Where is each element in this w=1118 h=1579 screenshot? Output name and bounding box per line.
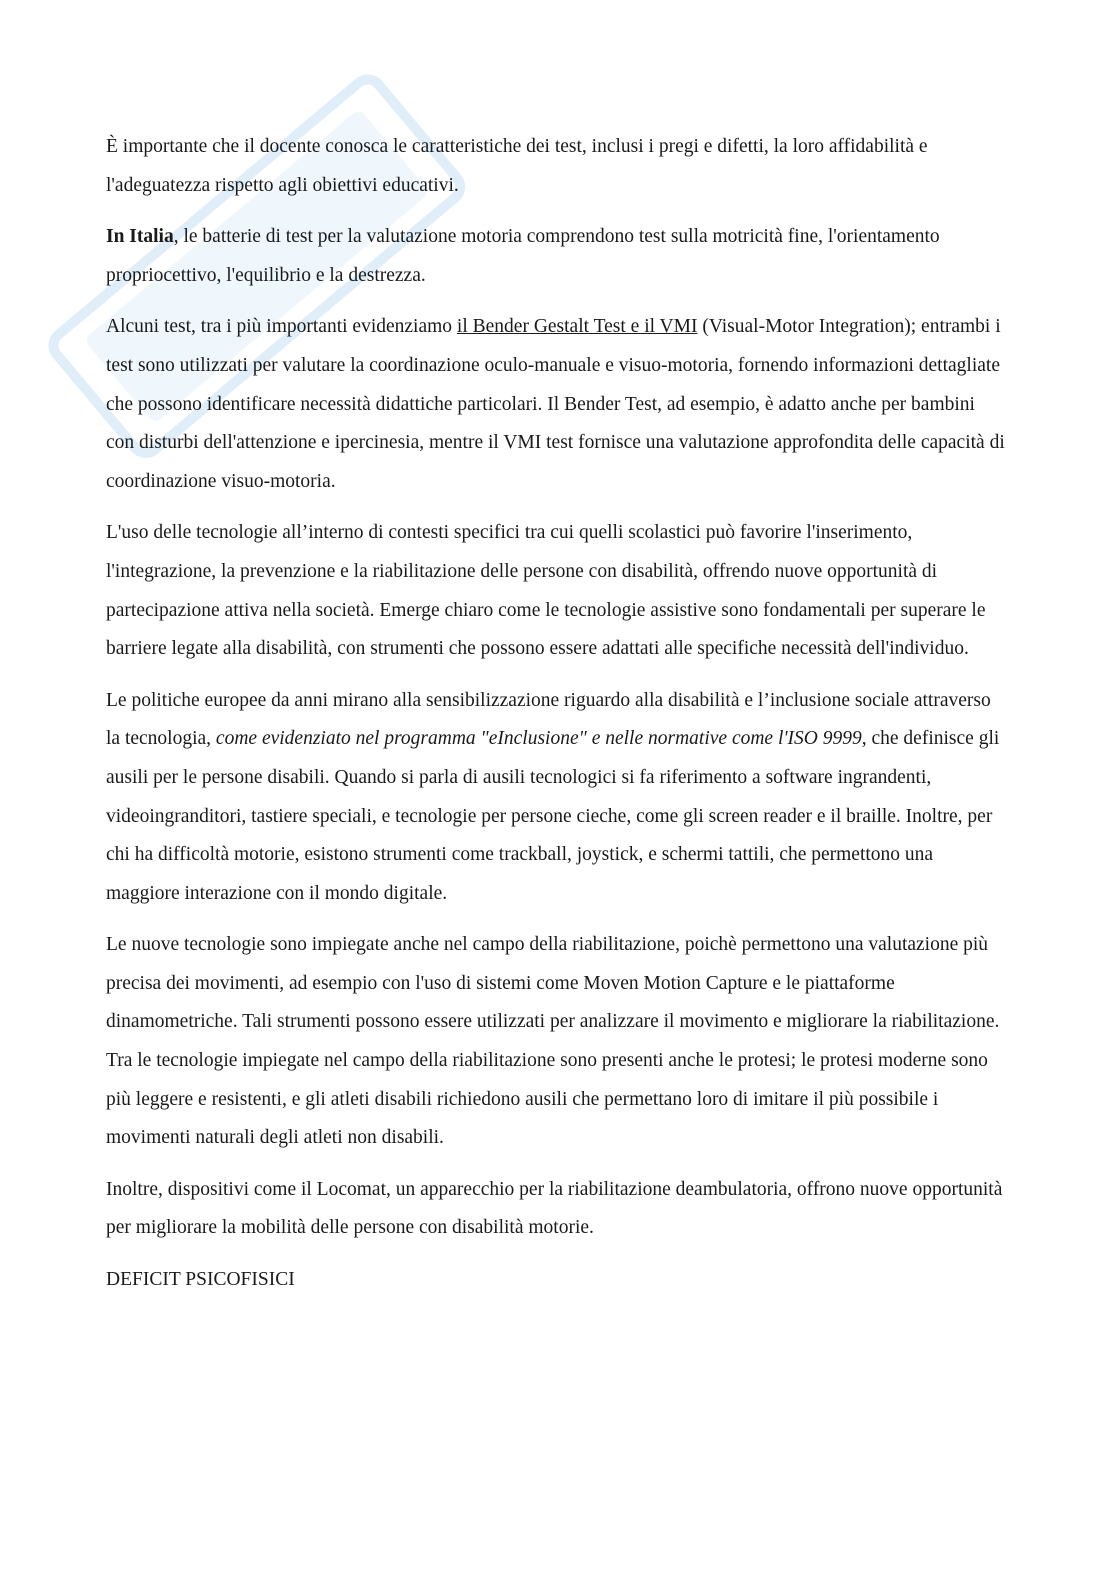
policies-intro: Le politiche europee da anni mirano alla sensibilizzazione riguardo alla disabilità e l’inclusione sociale attraverso la tecnologia,	[106, 689, 991, 750]
italy-bold-label: In Italia	[106, 226, 174, 248]
document-page	[106, 128, 1006, 1313]
bender-intro: Alcuni test, tra i più importanti evidenziamo	[106, 316, 457, 338]
bender-vmi-link[interactable]: il Bender Gestalt Test e il VMI	[456, 316, 698, 338]
paragraph-european-policies	[106, 682, 1006, 914]
section-heading: DEFICIT PSICOFISICI	[106, 1269, 295, 1291]
paragraph-locomat: Inoltre, dispositivi come il Locomat, un apparecchio per la riabilitazione deambulatoria, offrono nuove opportunità per migliorare la mobilità delle persone con disabilità motorie.	[106, 1178, 1003, 1239]
paragraph-test-characteristics: È importante che il docente conosca le caratteristiche dei test, inclusi i pregi e difetti, la loro affidabilità e l'adeguatezza rispetto agli obiettivi educativi.	[106, 136, 928, 196]
policies-italic: come evidenziato nel programma "eInclusione" e nelle normative come l'ISO 9999	[215, 728, 862, 750]
paragraph-technology-use: L'uso delle tecnologie all’interno di contesti specifici tra cui quelli scolastici può favorire l'inserimento, l'integrazione, la prevenzione e la riabilitazione delle persone con disabilità, offrendo nuove opportunità di partecipazione attiva nella società. Emerge chiaro come le tecnologie assistive sono fondamentali per superare le barriere legate alla disabilità, con strumenti che possono essere adattati alle specifiche necessità dell'individuo.	[106, 522, 986, 660]
italy-text: , le batterie di test per la valutazione motoria comprendono test sulla motricità fine, l'orientamento propriocettivo, l'equilibrio e la destrezza.	[106, 226, 940, 286]
paragraph-bender-vmi	[106, 308, 1006, 501]
policies-rest: , che definisce gli ausili per le persone disabili. Quando si parla di ausili tecnologici si fa riferimento a software ingrandenti, videoingranditori, tastiere speciali, e tecnologie per persone cieche, come gli screen reader e il braille. Inoltre, per chi ha difficoltà motorie, esistono strumenti come trackball, joystick, e schermi tattili, che permettono una maggiore interazione con il mondo digitale.	[106, 728, 1000, 904]
bender-rest: (Visual-Motor Integration); entrambi i test sono utilizzati per valutare la coordinazione oculo-manuale e visuo-motoria, fornendo informazioni dettagliate che possono identificare necessità didattiche particolari. Il Bender Test, ad esempio, è adatto anche per bambini con disturbi dell'attenzione e ipercinesia, mentre il VMI test fornisce una valutazione approfondita delle capacità di coordinazione visuo-motoria.	[106, 316, 1005, 492]
paragraph-italy-tests	[106, 218, 1006, 295]
paragraph-rehabilitation: Le nuove tecnologie sono impiegate anche nel campo della riabilitazione, poichè permettono una valutazione più precisa dei movimenti, ad esempio con l'uso di sistemi come Moven Motion Capture e le piattaforme dinamometriche. Tali strumenti possono essere utilizzati per analizzare il movimento e migliorare la riabilitazione. Tra le tecnologie impiegate nel campo della riabilitazione sono presenti anche le protesi; le protesi moderne sono più leggere e resistenti, e gli atleti disabili richiedono ausili che permettano loro di imitare il più possibile i movimenti naturali degli atleti non disabili.	[106, 934, 1000, 1149]
